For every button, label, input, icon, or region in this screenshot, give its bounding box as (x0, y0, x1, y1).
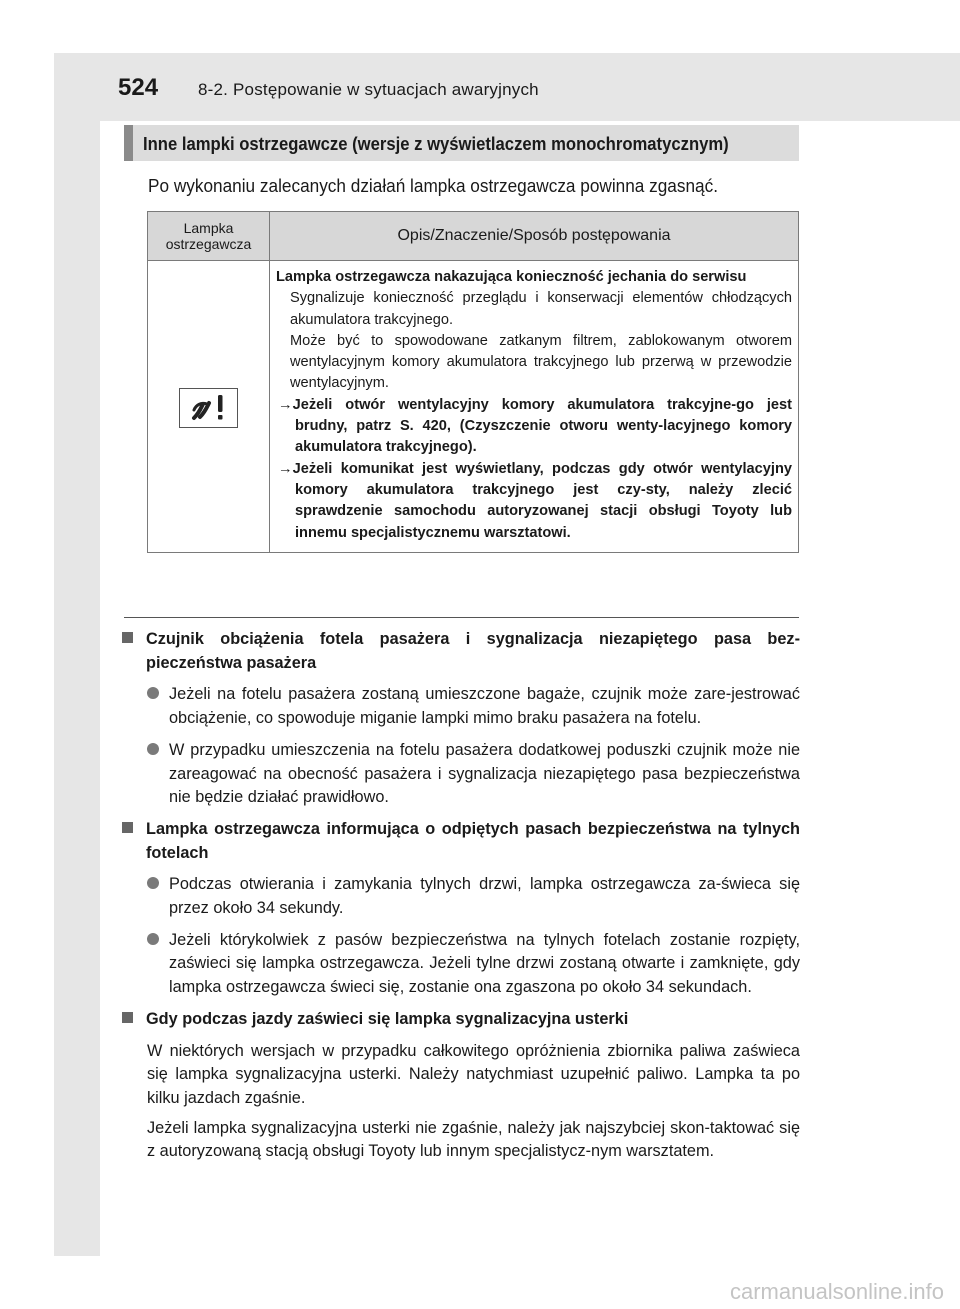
light-title: Lampka ostrzegawcza nakazująca konieczność jechania do serwisu (276, 269, 747, 285)
paragraph: Jeżeli lampka sygnalizacyjna usterki nie zgaśnie, należy jak najszybciej skon-taktować się z autoryzowaną stacją obsługi Toyoty lub innym specjalistycz-nym warsztatem. (147, 1118, 800, 1161)
intro-text: Po wykonaniu zalecanych działań lampka ostrzegawcza powinna zgasnąć. (148, 175, 719, 196)
note-heading (122, 1008, 800, 1032)
arrow-icon: → (278, 396, 293, 413)
square-bullet-icon (122, 1012, 133, 1023)
action-item (276, 395, 792, 459)
section-heading: Inne lampki ostrzegawcze (wersje z wyświetlaczem monochromatycznym) (143, 133, 729, 154)
arrow-icon: → (278, 460, 293, 477)
action-text: Jeżeli otwór wentylacyjny komory akumulatora trakcyjne-go jest brudny, patrz S. 420, (Czyszczenie otworu wenty-lacyjnego komory akumulatora trakcyjnego). (292, 396, 792, 456)
paragraph: W niektórych wersjach w przypadku całkowitego opróżnienia zbiornika paliwa zaświeca się lampka sygnalizacyjna usterki. Należy natychmiast uzupełnić paliwo. Lampka ta po kilku jazdach zgaśnie. (147, 1041, 800, 1107)
list-item (144, 873, 800, 920)
page-margin-band (54, 53, 100, 1256)
col-header-description: Opis/Znaczenie/Sposób postępowania (270, 212, 799, 261)
list-item (144, 739, 800, 810)
list-item-text: Podczas otwierania i zamykania tylnych drzwi, lampka ostrzegawcza za-świeca się przez około 34 sekundy. (169, 875, 800, 918)
note-heading (122, 818, 800, 865)
round-bullet-icon (147, 877, 159, 889)
list-item-text: Jeżeli którykolwiek z pasów bezpieczeństwa na tylnych fotelach zostanie rozpięty, zaświeci się lampka ostrzegawcza. Jeżeli tylne drzwi zostaną otwarte i zamknięte, gdy lampka ostrzegawcza świeci się, zostanie ona zgaszona po około 34 sekundach. (169, 930, 800, 997)
col-header-light: Lampka ostrzegawcza (148, 212, 270, 261)
list-item-text: Jeżeli na fotelu pasażera zostaną umieszczone bagaże, czujnik może zare-jestrować obciążenie, co spowoduje miganie lampki mimo braku pasażera na fotelu. (169, 685, 800, 728)
round-bullet-icon (147, 743, 159, 755)
action-text: Jeżeli komunikat jest wyświetlany, podczas gdy otwór wentylacyjny komory akumulatora trakcyjnego jest czy-sty, należy zlecić sprawdzenie samochodu autoryzowanej stacji obsługi Toyoty lub innemu specjalistycznemu warsztatowi. (292, 460, 792, 541)
note-heading-text: Czujnik obciążenia fotela pasażera i sygnalizacja niezapiętego pasa bez-pieczeństwa pasażera (146, 630, 800, 672)
note-heading-text: Gdy podczas jazdy zaświeci się lampka sygnalizacyjna usterki (146, 1009, 629, 1028)
description-paragraph: Sygnalizuje konieczność przeglądu i konserwacji elementów chłodzących akumulatora trakcyjnego. (290, 290, 792, 328)
divider (124, 617, 799, 618)
description-cell (270, 261, 799, 553)
table-header-row (148, 212, 799, 261)
chapter-title: 8-2. Postępowanie w sytuacjach awaryjnych (198, 80, 539, 99)
section-heading-box (124, 125, 799, 161)
square-bullet-icon (122, 632, 133, 643)
table-row (148, 261, 799, 553)
round-bullet-icon (147, 687, 159, 699)
square-bullet-icon (122, 822, 133, 833)
note-heading (122, 628, 800, 675)
list-item (144, 683, 800, 730)
list-item-text: W przypadku umieszczenia na fotelu pasażera dodatkowej poduszki czujnik może nie zareagować na obecność pasażera i sygnalizacja niezapiętego pasa bezpieczeństwa nie będzie działać prawidłowo. (169, 740, 800, 807)
warning-light-table (147, 211, 799, 553)
notes-body (122, 628, 800, 1170)
description-paragraph: Może być to spowodowane zatkanym filtrem, zablokowanym otworem wentylacyjnym komory akumulatora trakcyjnego lub przerwą w przewodzie wentylacyjnym. (290, 332, 792, 392)
round-bullet-icon (147, 933, 159, 945)
battery-vent-warning-icon (179, 388, 238, 428)
watermark: carmanualsonline.info (729, 1279, 944, 1304)
note-heading-text: Lampka ostrzegawcza informująca o odpiętych pasach bezpieczeństwa na tylnych fotelach (146, 819, 800, 862)
page-number: 524 (118, 74, 159, 101)
list-item (144, 929, 800, 1000)
action-item (276, 459, 792, 544)
icon-cell (148, 261, 270, 553)
